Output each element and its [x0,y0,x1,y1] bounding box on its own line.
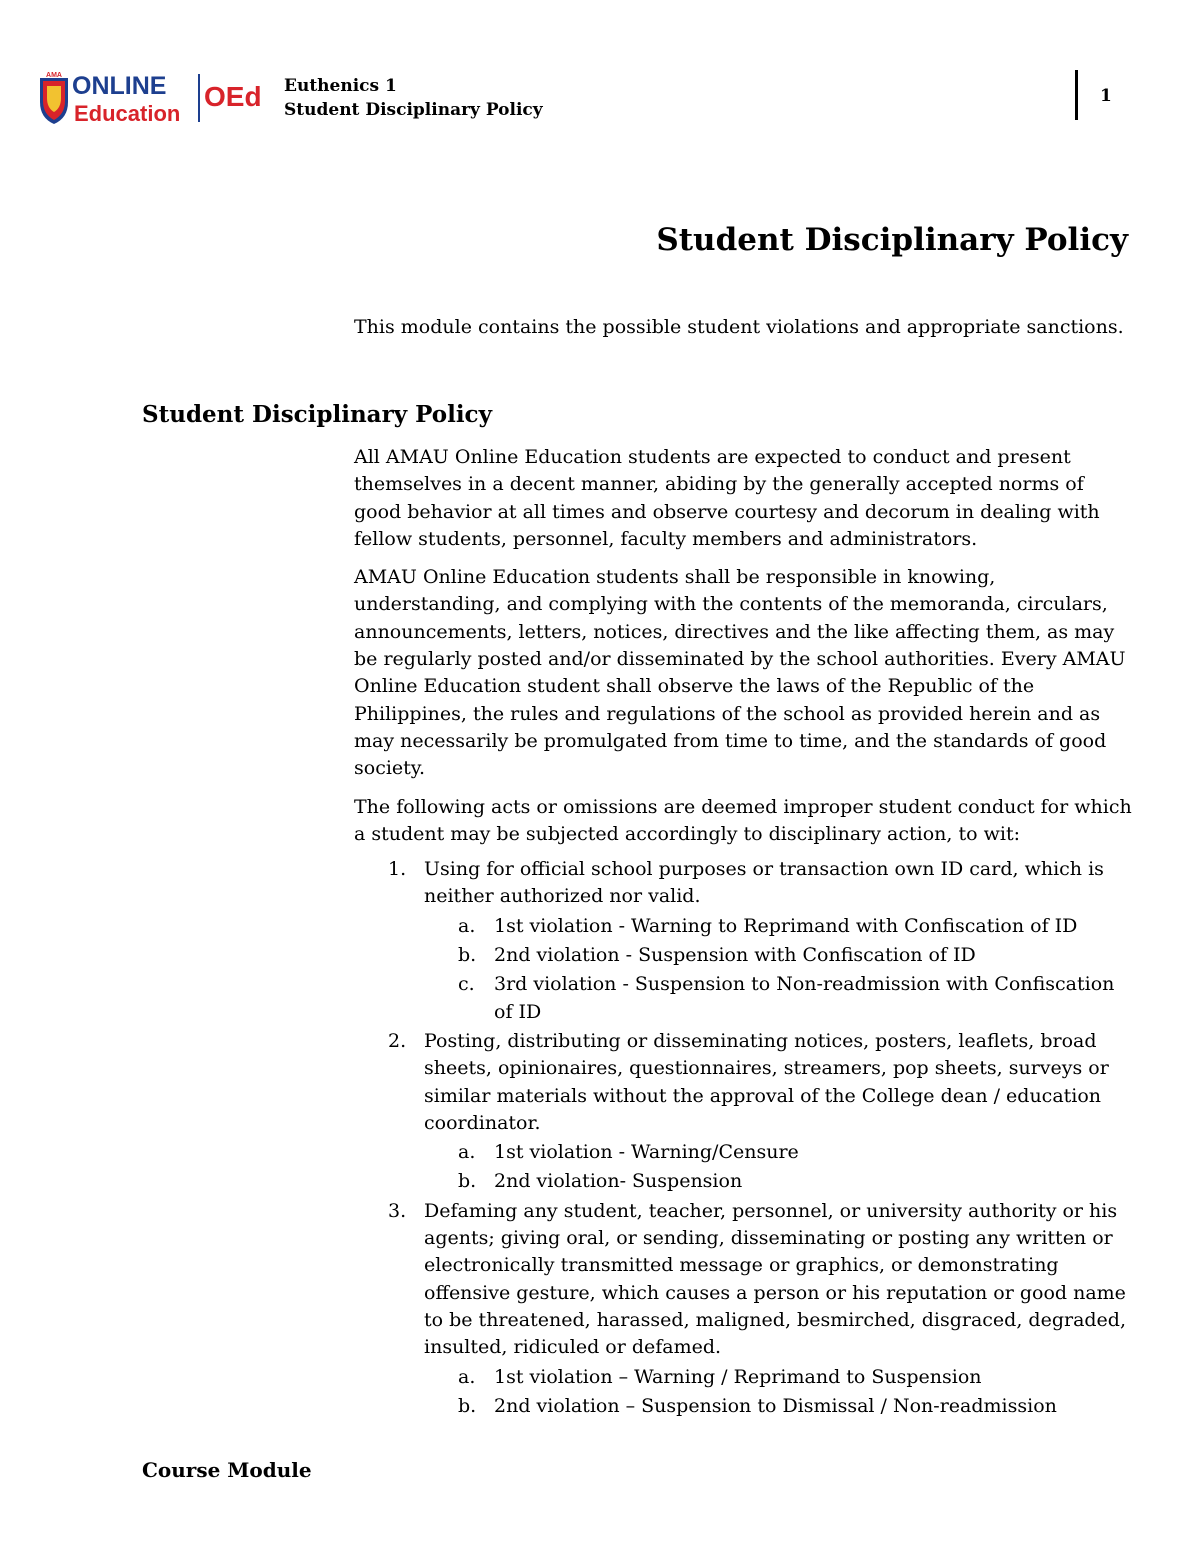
online-education-logo [38,70,270,126]
sanction-text: 2nd violation - Suspension with Confiscation of ID [494,944,976,967]
section-body [354,444,1134,1422]
sanction-item [354,1393,1134,1420]
violations-list [354,856,1134,1420]
paragraph: AMAU Online Education students shall be responsible in knowing, understanding, and complying with the contents of the memoranda, circulars, announcements, letters, notices, directives and the like affecting them, as may be regularly posted and/or disseminated by the school authorities. Every AMAU Online Education student shall observe the laws of the Republic of the Philippines, the rules and regulations of the school as provided herein and as may necessarily be promulgated from time to time, and the standards of good society. [354,566,1126,780]
header-divider [1075,70,1078,120]
violation-number: 2. [388,1029,407,1052]
violation-item [354,856,1134,1026]
brand-top: ONLINE [72,72,167,100]
sanction-text: 1st violation – Warning / Reprimand to Suspension [494,1365,982,1388]
violation-item [354,1028,1134,1196]
sanction-item [354,942,1134,969]
ama-crest-icon [40,72,68,124]
paragraph: All AMAU Online Education students are expected to conduct and present themselves in a decent manner, abiding by the generally accepted norms of good behavior at all times and observe courtesy and decorum in dealing with fellow students, personnel, faculty members and administrators. [354,446,1100,550]
header-text [284,74,543,122]
sanctions-list [424,1139,1134,1196]
sanction-text: 2nd violation – Suspension to Dismissal / Non-readmission [494,1394,1057,1417]
brand-bottom: Education [74,101,181,126]
sanction-letter: b. [458,1394,477,1417]
sanction-text: 2nd violation- Suspension [494,1170,743,1193]
violation-number: 1. [388,858,407,881]
sanctions-list [424,913,1134,1026]
brand-short: OEd [204,81,262,112]
sanction-item [354,1364,1134,1391]
sanction-letter: b. [458,944,477,967]
violation-item [354,1198,1134,1420]
sanction-letter: a. [458,914,476,937]
paragraph: The following acts or omissions are deemed improper student conduct for which a student may be subjected accordingly to disciplinary action, to wit: [354,795,1132,845]
sanction-text: 1st violation - Warning to Reprimand with Confiscation of ID [494,914,1078,937]
section-heading: Student Disciplinary Policy [142,401,492,428]
sanction-letter: b. [458,1170,477,1193]
page-title: Student Disciplinary Policy [656,222,1128,258]
violation-number: 3. [388,1199,407,1222]
sanction-item [354,1139,1134,1166]
sanction-text: 1st violation - Warning/Censure [494,1141,799,1164]
sanction-letter: a. [458,1365,476,1388]
sanction-letter: a. [458,1141,476,1164]
sanction-item [354,1168,1134,1195]
violation-text: Defaming any student, teacher, personnel, or university authority or his agents; giving oral, or sending, disseminating or posting any written or electronically transmitted message or graphics, or demonstrating offensive gesture, which causes a person or his reputation or good name to be threatened, harassed, maligned, besmirched, disgraced, degraded, insulted, ridiculed or defamed. [424,1199,1127,1359]
sanction-item [354,913,1134,940]
sanction-item [354,971,1134,1026]
sanction-text: 3rd violation - Suspension to Non-readmission with Confiscation of ID [494,973,1115,1023]
crest-text: AMA [46,72,62,79]
page-number: 1 [1100,86,1112,106]
sanctions-list [424,1364,1134,1421]
violation-text: Posting, distributing or disseminating notices, posters, leaflets, broad sheets, opinionaires, questionnaires, streamers, pop sheets, surveys or similar materials without the approval of the College dean / education coordinator. [424,1029,1109,1134]
module-intro: This module contains the possible student violations and appropriate sanctions. [354,316,1124,338]
header-subtitle: Student Disciplinary Policy [284,100,543,120]
logo-divider [198,74,200,122]
violation-text: Using for official school purposes or transaction own ID card, which is neither authorized nor valid. [424,858,1104,908]
course-name: Euthenics 1 [284,76,397,96]
sanction-letter: c. [458,973,475,996]
footer-label: Course Module [142,1458,312,1482]
